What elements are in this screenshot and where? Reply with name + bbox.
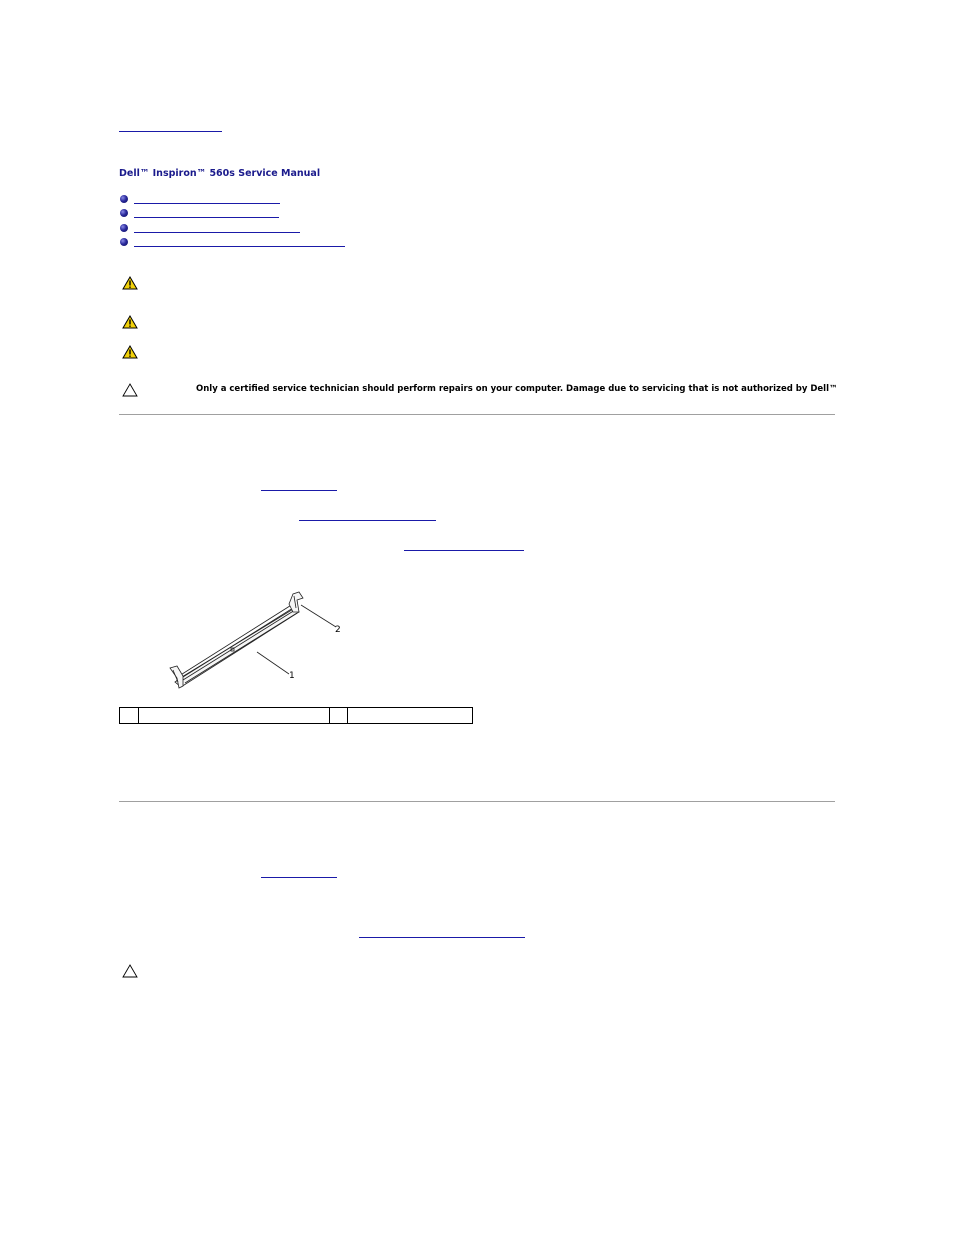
table-row — [120, 708, 473, 724]
inline-link[interactable] — [261, 490, 337, 491]
back-to-contents-link[interactable] — [119, 131, 222, 132]
warning-icon — [122, 315, 138, 329]
inline-link[interactable] — [261, 877, 337, 878]
callout-number-cell — [330, 708, 348, 724]
warning-icon — [122, 276, 138, 290]
inline-link[interactable] — [359, 937, 525, 938]
callout-table — [119, 707, 473, 724]
callout-label-2: 2 — [335, 625, 341, 635]
caution-icon — [122, 964, 138, 978]
callout-description-cell — [139, 708, 330, 724]
bullet-icon — [120, 238, 128, 246]
caution-notice: Only a certified service technician should perform repairs on your computer. Damage due to servicing that is not authorized by Dell™ — [196, 384, 838, 394]
warning-icon — [122, 345, 138, 359]
callout-number-cell — [120, 708, 139, 724]
toc-link[interactable] — [134, 232, 300, 233]
caution-icon — [122, 383, 138, 397]
memory-connector-illustration — [165, 590, 355, 695]
toc-link[interactable] — [134, 203, 280, 204]
bullet-icon — [120, 209, 128, 217]
bullet-icon — [120, 195, 128, 203]
callout-description-cell — [348, 708, 473, 724]
inline-link[interactable] — [299, 520, 436, 521]
toc-link[interactable] — [134, 246, 345, 247]
bullet-icon — [120, 224, 128, 232]
toc-link[interactable] — [134, 217, 279, 218]
section-divider — [119, 414, 835, 415]
callout-label-1: 1 — [289, 671, 295, 681]
section-divider — [119, 801, 835, 802]
inline-link[interactable] — [404, 550, 524, 551]
page-title: Dell™ Inspiron™ 560s Service Manual — [119, 168, 321, 179]
